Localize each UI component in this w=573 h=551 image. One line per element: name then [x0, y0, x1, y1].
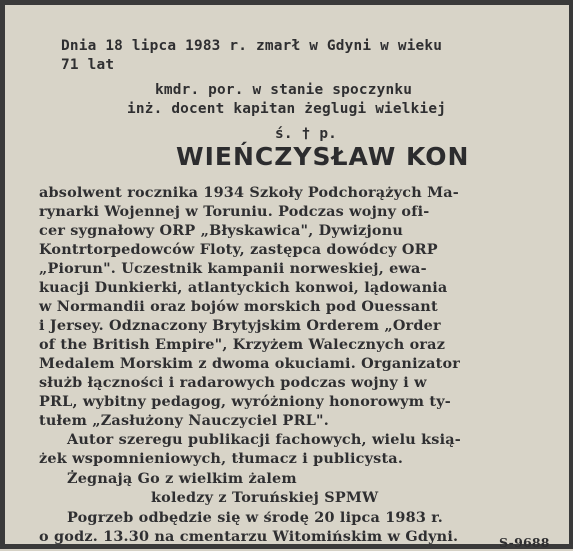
rank-title-line: kmdr. por. w stanie spoczynku [155, 82, 413, 98]
biography-line: absolwent rocznika 1934 Szkoły Podchorążych Ma- [39, 184, 459, 201]
biography-line: w Normandii oraz bojów morskich pod Ouessant [39, 298, 438, 315]
biography-line: PRL, wybitny pedagog, wyróżniony honorowym ty- [39, 393, 451, 410]
biography-line: rynarki Wojennej w Toruniu. Podczas wojny ofi- [39, 203, 430, 220]
biography-line: żek wspomnieniowych, tłumacz i publicysta. [39, 450, 404, 467]
biography-line: Medalem Morskim z dwoma okuciami. Organizator [39, 355, 461, 372]
biography-line: kuacji Dunkierki, atlantyckich konwoi, lądowania [39, 279, 448, 296]
intro-line: Dnia 18 lipca 1983 r. zmarł w Gdyni w wieku [61, 38, 443, 54]
deceased-name: WIEŃCZYSŁAW KON [176, 142, 470, 171]
farewell-line: Żegnają Go z wielkim żalem [67, 470, 297, 487]
funeral-line: Pogrzeb odbędzie się w środę 20 lipca 1983 r. [67, 509, 443, 526]
biography-line: i Jersey. Odznaczony Brytyjskim Orderem „Order [39, 317, 441, 334]
biography-line: cer sygnałowy ORP „Błyskawica", Dywizjonu [39, 222, 404, 239]
memoriam-label: ś. † p. [275, 126, 338, 142]
intro-line: 71 lat [61, 57, 115, 73]
biography-line: Autor szeregu publikacji fachowych, wielu ksią- [67, 431, 461, 448]
farewell-line: koledzy z Toruńskiej SPMW [151, 489, 379, 506]
biography-line: tułem „Zasłużony Nauczyciel PRL". [39, 412, 329, 429]
biography-line: „Piorun". Uczestnik kampanii norweskiej, ewa- [39, 260, 427, 277]
biography-line: of the British Empire", Krzyżem Walecznych oraz [39, 336, 446, 353]
signature-code: S-9688 [499, 535, 550, 550]
funeral-line: o godz. 13.30 na cmentarzu Witomińskim w Gdyni. [39, 528, 459, 545]
biography-line: służb łączności i radarowych podczas wojny i w [39, 374, 427, 391]
rank-title-line: inż. docent kapitan żeglugi wielkiej [127, 101, 447, 117]
biography-line: Kontrtorpedowców Floty, zastępca dowódcy ORP [39, 241, 438, 258]
